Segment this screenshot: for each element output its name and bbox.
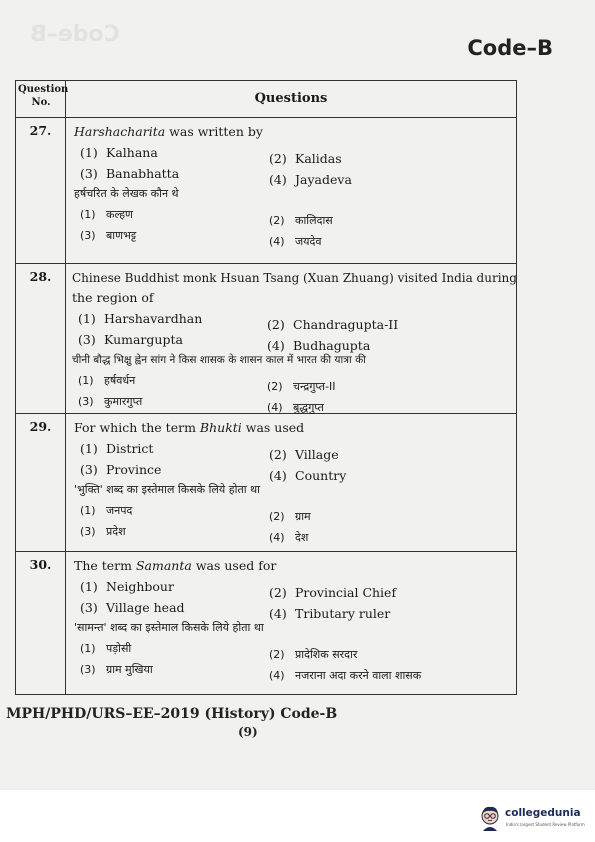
option-3[interactable] [80, 163, 179, 184]
question-no-header-line2: No. [31, 97, 51, 108]
questions-header: Questions [254, 91, 328, 106]
question-row [16, 551, 516, 694]
option-4[interactable] [269, 465, 346, 486]
option-pair [72, 329, 512, 353]
option-4[interactable] [269, 603, 390, 624]
option-label: ग्राम [295, 510, 311, 523]
question-row [16, 413, 516, 552]
option-pair [74, 576, 512, 600]
option-number: (3) [80, 663, 96, 676]
brand-tagline: India's largest Student Review Platform [506, 822, 585, 827]
option-label: चन्द्रगुप्त-II [293, 380, 336, 393]
option-number: (2) [269, 585, 287, 600]
italic-term: Bhukti [199, 420, 242, 435]
question-number: 27. [29, 123, 52, 138]
table-header [16, 81, 516, 118]
question-text-start: The term [74, 558, 136, 573]
option-1-hi[interactable] [78, 370, 135, 391]
option-label: Tributary ruler [295, 606, 391, 621]
option-pair [74, 597, 512, 621]
option-label: जयदेव [295, 235, 322, 248]
question-body [74, 556, 512, 680]
option-pair-hi [72, 370, 512, 391]
option-number: (3) [80, 600, 98, 615]
question-text-rest: was used [241, 420, 305, 435]
option-label: कुमारगुप्त [104, 395, 143, 408]
question-row [16, 263, 516, 414]
option-pair [74, 163, 512, 187]
option-number: (4) [267, 401, 283, 414]
option-number: (1) [78, 374, 94, 387]
option-3-hi[interactable] [80, 225, 136, 246]
question-text-rest: was used for [191, 558, 277, 573]
option-label: कल्हण [106, 208, 133, 221]
question-text-en-cont: the region of [72, 290, 154, 305]
option-label: Country [295, 468, 347, 483]
option-number: (4) [267, 338, 285, 353]
option-label: कालिदास [295, 214, 333, 227]
question-text-hi: 'सामन्त' शब्द का इस्तेमाल किसके लिये होता था [74, 621, 264, 634]
paper-footer: MPH/PHD/URS–EE–2019 (History) Code-B [6, 706, 338, 722]
option-label: बाणभट्ट [106, 229, 137, 242]
option-3-hi[interactable] [78, 391, 142, 412]
question-row [16, 117, 516, 264]
option-label: Harshavardhan [104, 311, 203, 326]
question-number: 30. [29, 557, 52, 572]
option-number: (3) [78, 332, 96, 347]
option-label: प्रादेशिक सरदार [295, 648, 358, 661]
option-number: (3) [80, 462, 98, 477]
option-label: Jayadeva [295, 172, 352, 187]
italic-term: Harshacharita [74, 124, 166, 139]
question-body [72, 268, 517, 414]
option-number: (4) [269, 606, 287, 621]
paper-code: Code–B [467, 36, 553, 60]
option-number: (4) [269, 172, 287, 187]
option-label: Chandragupta-II [293, 317, 399, 332]
option-number: (4) [269, 235, 285, 248]
option-number: (3) [80, 229, 96, 242]
option-1[interactable] [80, 142, 158, 163]
option-number: (2) [267, 317, 285, 332]
option-pair [74, 438, 512, 462]
question-no-header [18, 83, 69, 109]
question-body [74, 122, 512, 246]
option-label: प्रदेश [106, 525, 126, 538]
option-number: (2) [269, 447, 287, 462]
option-label: Kalhana [106, 145, 158, 160]
option-3-hi[interactable] [80, 521, 126, 542]
question-number: 28. [29, 269, 52, 284]
question-text-en: Chinese Buddhist monk Hsuan Tsang (Xuan Zhuang) visited India during [72, 271, 517, 285]
option-label: Budhagupta [293, 338, 371, 353]
option-pair-hi [74, 225, 512, 246]
option-4-hi[interactable] [269, 231, 322, 252]
option-number: (1) [78, 311, 96, 326]
option-pair [74, 142, 512, 166]
option-1-hi[interactable] [80, 204, 133, 225]
question-text-hi: 'भुक्ति' शब्द का इस्तेमाल किसके लिये होता था [74, 483, 260, 496]
option-label: Village head [106, 600, 185, 615]
page-number: (9) [238, 725, 258, 739]
option-1-hi[interactable] [80, 638, 131, 659]
option-3[interactable] [80, 597, 185, 618]
question-body [74, 418, 512, 542]
option-label: बुद्धगुप्त [293, 401, 324, 414]
option-number: (2) [269, 214, 285, 227]
question-text-hi: चीनी बौद्ध भिक्षु ह्वेन सांग ने किस शासक के शासन काल में भारत की यात्रा की [72, 354, 366, 366]
option-label: पड़ोसी [106, 642, 132, 655]
option-label: जनपद [106, 504, 133, 517]
option-label: Province [106, 462, 162, 477]
option-number: (1) [80, 504, 96, 517]
option-number: (1) [80, 642, 96, 655]
question-text-en [74, 418, 512, 438]
option-pair-hi [74, 500, 512, 521]
question-text-hi: हर्षचरित के लेखक कौन थे [74, 187, 179, 200]
option-pair-hi [74, 204, 512, 225]
option-label: Kalidas [295, 151, 342, 166]
option-number: (4) [269, 669, 285, 682]
question-table [15, 80, 517, 695]
option-4[interactable] [269, 169, 352, 190]
brand-logo-icon [478, 805, 502, 831]
option-pair-hi [74, 638, 512, 659]
question-text-start: For which the term [74, 420, 200, 435]
option-4[interactable] [267, 335, 370, 356]
option-label: देश [295, 531, 309, 544]
option-number: (3) [78, 395, 94, 408]
option-1[interactable] [80, 438, 153, 459]
option-label: नजराना अदा करने वाला शासक [295, 669, 422, 682]
option-1[interactable] [80, 576, 174, 597]
option-1[interactable] [78, 308, 202, 329]
italic-term: Samanta [135, 558, 192, 573]
option-label: District [106, 441, 154, 456]
option-3[interactable] [78, 329, 183, 350]
question-text-en [74, 122, 512, 142]
option-4-hi[interactable] [269, 665, 421, 686]
option-number: (2) [267, 380, 283, 393]
option-number: (4) [269, 468, 287, 483]
option-label: हर्षवर्धन [104, 374, 136, 387]
option-number: (1) [80, 579, 98, 594]
option-label: Provincial Chief [295, 585, 397, 600]
option-label: Banabhatta [106, 166, 180, 181]
option-pair-hi [74, 659, 512, 680]
option-number: (1) [80, 145, 98, 160]
option-label: Kumargupta [104, 332, 183, 347]
option-number: (3) [80, 525, 96, 538]
brand-name: collegedunia [505, 807, 581, 819]
option-label: Village [295, 447, 339, 462]
question-no-header-line1: Question [18, 84, 69, 95]
option-pair-hi [72, 391, 512, 412]
option-pair-hi [74, 521, 512, 542]
option-label: ग्राम मुखिया [106, 663, 153, 676]
question-text-en [74, 556, 512, 576]
question-text-rest: was written by [165, 124, 263, 139]
option-1-hi[interactable] [80, 500, 132, 521]
option-number: (2) [269, 151, 287, 166]
option-number: (3) [80, 166, 98, 181]
option-label: Neighbour [106, 579, 174, 594]
option-pair [74, 459, 512, 483]
question-number: 29. [29, 419, 52, 434]
option-pair [72, 308, 512, 332]
bleed-through-code: Code–B [30, 22, 120, 47]
brand-watermark[interactable] [478, 805, 588, 831]
option-4-hi[interactable] [269, 527, 308, 548]
option-number: (4) [269, 531, 285, 544]
option-number: (2) [269, 648, 285, 661]
option-3[interactable] [80, 459, 161, 480]
option-number: (2) [269, 510, 285, 523]
option-3-hi[interactable] [80, 659, 153, 680]
option-number: (1) [80, 441, 98, 456]
option-number: (1) [80, 208, 96, 221]
